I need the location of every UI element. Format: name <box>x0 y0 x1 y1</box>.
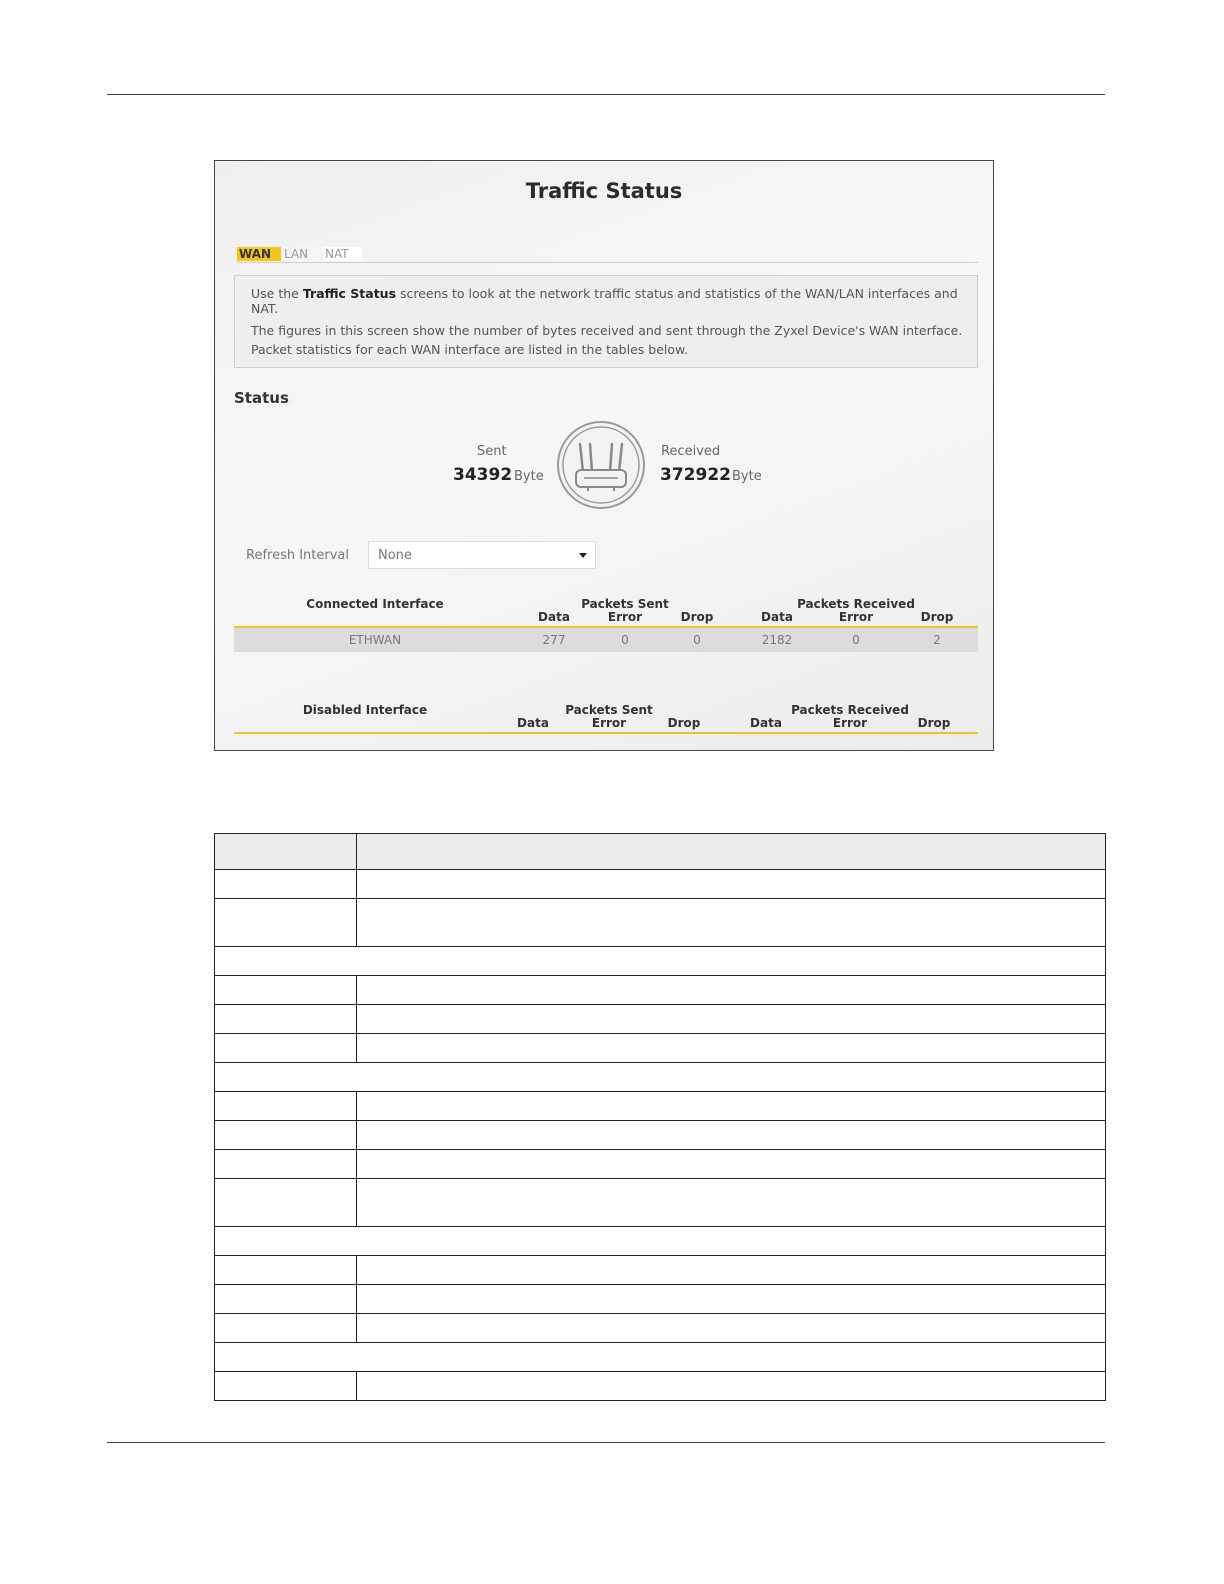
col-header: Error <box>832 716 868 730</box>
table-cell <box>215 1063 1106 1092</box>
table-row <box>215 899 1106 947</box>
header-rule <box>107 94 1105 95</box>
table-cell <box>357 1150 1106 1179</box>
sent-value: 34392 <box>453 465 513 485</box>
col-header: Drop <box>667 716 701 730</box>
table-row <box>215 1285 1106 1314</box>
sent-unit: Byte <box>514 469 544 484</box>
table-cell <box>357 1121 1106 1150</box>
status-heading: Status <box>234 389 289 407</box>
info-line-3: Packet statistics for each WAN interface are listed in the tables below. <box>251 342 689 357</box>
table-cell <box>357 1372 1106 1401</box>
col-header: Data <box>761 610 793 624</box>
table-cell: 0 <box>852 633 860 647</box>
table-cell: 0 <box>693 633 701 647</box>
refresh-interval-select[interactable] <box>368 541 596 569</box>
router-icon <box>556 420 646 510</box>
connected-interface-header: Connected Interface <box>306 597 444 611</box>
table-cell <box>215 899 357 947</box>
footer-rule <box>107 1442 1105 1443</box>
tab-wan[interactable]: WAN <box>237 247 281 261</box>
table-cell <box>215 1179 357 1227</box>
caret-down-icon <box>579 553 587 558</box>
received-label: Received <box>661 444 721 459</box>
col-header: Data <box>538 610 570 624</box>
refresh-interval-value: None <box>378 548 412 563</box>
disabled-interface-header: Disabled Interface <box>302 703 428 717</box>
connected-packets-sent-header: Packets Sent <box>581 597 669 611</box>
table-row <box>215 1121 1106 1150</box>
table-cell <box>215 1285 357 1314</box>
received-unit: Byte <box>732 469 762 484</box>
col-header: Error <box>607 610 643 624</box>
connected-packets-received-header: Packets Received <box>797 597 915 611</box>
table-cell <box>215 1372 357 1401</box>
page-title: Traffic Status <box>525 179 683 203</box>
tab-lan[interactable]: LAN <box>282 247 320 261</box>
table-row <box>215 1372 1106 1401</box>
table-section-row <box>215 947 1106 976</box>
table-cell <box>215 1314 357 1343</box>
col-header: Drop <box>680 610 714 624</box>
table-cell: 2182 <box>761 633 793 647</box>
table-section-row <box>215 1227 1106 1256</box>
tab-nat[interactable]: NAT <box>323 247 362 261</box>
table-cell <box>215 834 357 870</box>
disabled-packets-sent-header: Packets Sent <box>565 703 653 717</box>
table-row <box>215 1256 1106 1285</box>
table-cell <box>215 1092 357 1121</box>
table-cell <box>215 1227 1106 1256</box>
col-header: Error <box>838 610 874 624</box>
col-header: Error <box>591 716 627 730</box>
refresh-interval-label: Refresh Interval <box>246 548 350 563</box>
table-row <box>215 1005 1106 1034</box>
tab-divider <box>237 262 978 263</box>
table-section-row <box>215 1063 1106 1092</box>
received-value: 372922 <box>660 465 731 485</box>
traffic-status-screenshot <box>214 160 994 751</box>
table-cell <box>215 1005 357 1034</box>
table-cell <box>215 870 357 899</box>
info-line-1: Use the Traffic Status screens to look at the network traffic status and statistics of the WAN/LAN interfaces and NAT. <box>251 286 958 316</box>
table-cell: 2 <box>933 633 941 647</box>
table-row <box>215 1150 1106 1179</box>
table-row <box>215 1092 1106 1121</box>
table-header-row <box>215 834 1106 870</box>
table-cell <box>357 870 1106 899</box>
table-section-row <box>215 1343 1106 1372</box>
table-cell <box>357 1256 1106 1285</box>
col-header: Drop <box>917 716 951 730</box>
table-cell: 0 <box>621 633 629 647</box>
table-row <box>215 1034 1106 1063</box>
table-cell <box>215 947 1106 976</box>
table-cell <box>357 1034 1106 1063</box>
table-cell <box>357 1314 1106 1343</box>
table-cell <box>357 834 1106 870</box>
sent-label: Sent <box>477 444 507 459</box>
table-row <box>215 976 1106 1005</box>
field-description-table <box>214 833 1106 1401</box>
col-header: Data <box>517 716 549 730</box>
table-cell <box>215 976 357 1005</box>
info-line-2: The figures in this screen show the number of bytes received and sent through the Zyxel Device's WAN interface. <box>251 323 963 338</box>
table-cell <box>357 1092 1106 1121</box>
table-cell <box>215 1121 357 1150</box>
table-cell <box>357 1005 1106 1034</box>
table-cell <box>357 1285 1106 1314</box>
table-cell <box>215 1343 1106 1372</box>
table-cell <box>215 1034 357 1063</box>
info-box <box>234 275 978 368</box>
table-row <box>215 1179 1106 1227</box>
table-row <box>215 1314 1106 1343</box>
table-cell <box>357 1179 1106 1227</box>
table-row <box>215 870 1106 899</box>
col-header: Data <box>750 716 782 730</box>
col-header: Drop <box>920 610 954 624</box>
disabled-packets-received-header: Packets Received <box>791 703 909 717</box>
table-cell <box>215 1256 357 1285</box>
table-cell: 277 <box>542 633 566 647</box>
table-cell <box>215 1150 357 1179</box>
disabled-header-line <box>234 732 978 734</box>
interface-name-cell: ETHWAN <box>348 633 402 647</box>
table-cell <box>357 899 1106 947</box>
table-cell <box>357 976 1106 1005</box>
